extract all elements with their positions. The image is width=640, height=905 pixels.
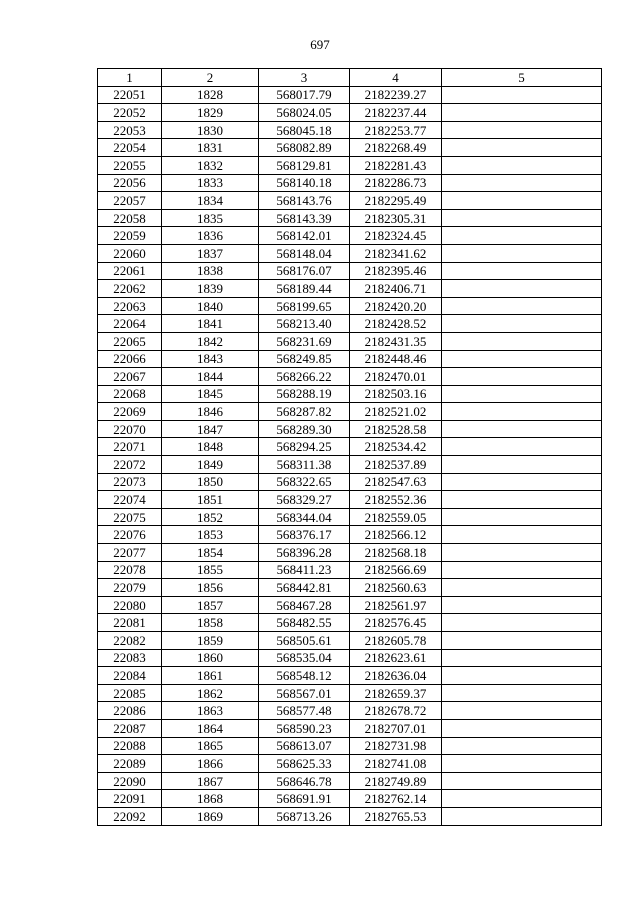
table-cell: 1828 [162, 86, 259, 104]
table-row [98, 632, 602, 650]
table-cell: 22083 [98, 649, 162, 667]
table-cell: 2182295.49 [350, 192, 442, 210]
table-cell: 568505.61 [259, 632, 350, 650]
table-cell: 1831 [162, 139, 259, 157]
table-cell: 22073 [98, 473, 162, 491]
table-cell: 2182731.98 [350, 737, 442, 755]
table-cell [442, 544, 602, 562]
table-cell: 568322.65 [259, 473, 350, 491]
table-cell: 2182428.52 [350, 315, 442, 333]
table-cell: 1869 [162, 807, 259, 825]
table-cell: 1860 [162, 649, 259, 667]
table-cell: 568590.23 [259, 719, 350, 737]
table-cell [442, 614, 602, 632]
table-cell: 568344.04 [259, 508, 350, 526]
table-row [98, 385, 602, 403]
table-cell: 2182741.08 [350, 755, 442, 773]
table-cell: 568376.17 [259, 526, 350, 544]
table-row [98, 227, 602, 245]
table-cell: 1851 [162, 491, 259, 509]
table-row [98, 297, 602, 315]
table-cell [442, 385, 602, 403]
table-cell: 2182568.18 [350, 544, 442, 562]
table-row [98, 596, 602, 614]
table-cell [442, 227, 602, 245]
table-cell: 22056 [98, 174, 162, 192]
table-cell: 1835 [162, 209, 259, 227]
table-cell: 22077 [98, 544, 162, 562]
table-row [98, 174, 602, 192]
table-cell [442, 280, 602, 298]
table-row [98, 614, 602, 632]
table-row [98, 368, 602, 386]
table-cell: 568148.04 [259, 244, 350, 262]
table-cell: 22092 [98, 807, 162, 825]
table-cell: 2182253.77 [350, 121, 442, 139]
table-cell: 2182268.49 [350, 139, 442, 157]
table-row [98, 790, 602, 808]
table-cell [442, 262, 602, 280]
table-cell: 568613.07 [259, 737, 350, 755]
table-row [98, 667, 602, 685]
table-cell: 2182528.58 [350, 420, 442, 438]
table-cell: 22086 [98, 702, 162, 720]
table-row [98, 350, 602, 368]
table-cell: 1842 [162, 332, 259, 350]
table-cell [442, 632, 602, 650]
table-cell [442, 684, 602, 702]
table-cell: 1856 [162, 579, 259, 597]
table-cell [442, 807, 602, 825]
table-cell: 1844 [162, 368, 259, 386]
table-row [98, 544, 602, 562]
table-cell [442, 755, 602, 773]
table-cell: 568249.85 [259, 350, 350, 368]
table-cell: 568289.30 [259, 420, 350, 438]
table-cell: 1848 [162, 438, 259, 456]
table-cell: 1841 [162, 315, 259, 333]
table-cell: 2182576.45 [350, 614, 442, 632]
table-row [98, 420, 602, 438]
table-cell: 22090 [98, 772, 162, 790]
table-cell: 1858 [162, 614, 259, 632]
table-cell: 568577.48 [259, 702, 350, 720]
table-cell [442, 86, 602, 104]
table-cell [442, 596, 602, 614]
table-cell: 22082 [98, 632, 162, 650]
table-cell: 1855 [162, 561, 259, 579]
table-row [98, 702, 602, 720]
table-cell: 568266.22 [259, 368, 350, 386]
table-row [98, 508, 602, 526]
table-cell: 22074 [98, 491, 162, 509]
table-cell: 568646.78 [259, 772, 350, 790]
table-cell: 1865 [162, 737, 259, 755]
table-cell: 22054 [98, 139, 162, 157]
table-cell [442, 403, 602, 421]
column-header: 3 [259, 69, 350, 87]
table-cell: 568567.01 [259, 684, 350, 702]
table-cell: 2182420.20 [350, 297, 442, 315]
table-cell: 1853 [162, 526, 259, 544]
table-row [98, 209, 602, 227]
table-row [98, 192, 602, 210]
table-cell: 2182566.69 [350, 561, 442, 579]
table-cell: 2182431.35 [350, 332, 442, 350]
table-cell: 22076 [98, 526, 162, 544]
table-row [98, 737, 602, 755]
table-row [98, 649, 602, 667]
table-cell [442, 473, 602, 491]
table-cell [442, 579, 602, 597]
table-cell: 2182636.04 [350, 667, 442, 685]
table-cell: 2182503.16 [350, 385, 442, 403]
table-cell: 22053 [98, 121, 162, 139]
table-cell: 1837 [162, 244, 259, 262]
table-cell [442, 192, 602, 210]
table-row [98, 139, 602, 157]
table-cell: 22062 [98, 280, 162, 298]
table-cell: 568311.38 [259, 456, 350, 474]
table-row [98, 456, 602, 474]
table-cell: 568442.81 [259, 579, 350, 597]
table-cell: 2182605.78 [350, 632, 442, 650]
table-cell: 1864 [162, 719, 259, 737]
table-cell: 1843 [162, 350, 259, 368]
table-cell: 22061 [98, 262, 162, 280]
table-cell [442, 561, 602, 579]
table-cell: 568411.23 [259, 561, 350, 579]
table-cell: 22085 [98, 684, 162, 702]
table-row [98, 403, 602, 421]
table-cell: 1833 [162, 174, 259, 192]
table-cell: 22064 [98, 315, 162, 333]
table-cell: 1849 [162, 456, 259, 474]
table-cell: 1861 [162, 667, 259, 685]
table-cell [442, 719, 602, 737]
table-cell: 568176.07 [259, 262, 350, 280]
table-cell: 568189.44 [259, 280, 350, 298]
table-cell: 568045.18 [259, 121, 350, 139]
table-cell: 1836 [162, 227, 259, 245]
table-cell: 568482.55 [259, 614, 350, 632]
table-cell: 568625.33 [259, 755, 350, 773]
table-cell: 22055 [98, 156, 162, 174]
table-cell: 568142.01 [259, 227, 350, 245]
table-cell: 2182537.89 [350, 456, 442, 474]
table-cell: 2182765.53 [350, 807, 442, 825]
table-cell: 2182305.31 [350, 209, 442, 227]
table-cell: 22051 [98, 86, 162, 104]
table-cell: 22066 [98, 350, 162, 368]
table-cell [442, 790, 602, 808]
table-cell: 22070 [98, 420, 162, 438]
table-cell [442, 420, 602, 438]
table-cell: 568294.25 [259, 438, 350, 456]
table-row [98, 491, 602, 509]
table-cell [442, 139, 602, 157]
table-row [98, 121, 602, 139]
table-cell [442, 332, 602, 350]
table-cell: 22087 [98, 719, 162, 737]
table-cell: 1847 [162, 420, 259, 438]
column-header: 1 [98, 69, 162, 87]
table-cell: 568396.28 [259, 544, 350, 562]
table-cell: 2182678.72 [350, 702, 442, 720]
table-row [98, 526, 602, 544]
table-cell [442, 737, 602, 755]
table-cell: 568231.69 [259, 332, 350, 350]
table-cell: 22069 [98, 403, 162, 421]
table-cell: 568288.19 [259, 385, 350, 403]
table-cell: 1857 [162, 596, 259, 614]
table-cell [442, 772, 602, 790]
table-cell: 1830 [162, 121, 259, 139]
table-cell [442, 297, 602, 315]
coordinates-table [97, 68, 602, 826]
table-cell: 1829 [162, 104, 259, 122]
table-cell: 22079 [98, 579, 162, 597]
column-header: 5 [442, 69, 602, 87]
table-cell: 1832 [162, 156, 259, 174]
table-cell: 22065 [98, 332, 162, 350]
table-row [98, 262, 602, 280]
table-cell: 22052 [98, 104, 162, 122]
column-header: 4 [350, 69, 442, 87]
table-cell: 1866 [162, 755, 259, 773]
table-cell: 22060 [98, 244, 162, 262]
table-cell: 568535.04 [259, 649, 350, 667]
table-cell: 568082.89 [259, 139, 350, 157]
table-cell: 2182749.89 [350, 772, 442, 790]
table-row [98, 561, 602, 579]
table-cell: 568691.91 [259, 790, 350, 808]
table-cell: 22084 [98, 667, 162, 685]
table-row [98, 156, 602, 174]
table-body [98, 86, 602, 825]
table-cell: 2182286.73 [350, 174, 442, 192]
table-cell: 1850 [162, 473, 259, 491]
table-cell: 2182552.36 [350, 491, 442, 509]
table-cell: 2182406.71 [350, 280, 442, 298]
table-cell: 568548.12 [259, 667, 350, 685]
table-cell: 568287.82 [259, 403, 350, 421]
table-cell: 22089 [98, 755, 162, 773]
table-cell: 568213.40 [259, 315, 350, 333]
table-row [98, 332, 602, 350]
table-cell: 568713.26 [259, 807, 350, 825]
table-cell: 2182324.45 [350, 227, 442, 245]
table-cell: 568024.05 [259, 104, 350, 122]
table-cell: 2182560.63 [350, 579, 442, 597]
table-cell: 568329.27 [259, 491, 350, 509]
table-cell [442, 368, 602, 386]
table-cell [442, 508, 602, 526]
table-cell [442, 649, 602, 667]
table-cell: 2182547.63 [350, 473, 442, 491]
table-cell: 2182281.43 [350, 156, 442, 174]
table-row [98, 280, 602, 298]
table-row [98, 315, 602, 333]
table-cell: 1834 [162, 192, 259, 210]
table-cell: 1845 [162, 385, 259, 403]
table-cell: 1859 [162, 632, 259, 650]
table-cell: 2182762.14 [350, 790, 442, 808]
table-row [98, 438, 602, 456]
table-cell: 22057 [98, 192, 162, 210]
table-cell [442, 491, 602, 509]
table-cell: 568129.81 [259, 156, 350, 174]
table-cell: 1846 [162, 403, 259, 421]
table-cell: 22080 [98, 596, 162, 614]
table-cell: 1862 [162, 684, 259, 702]
table-cell: 2182561.97 [350, 596, 442, 614]
table-cell: 22058 [98, 209, 162, 227]
table-cell: 22075 [98, 508, 162, 526]
table-cell: 1868 [162, 790, 259, 808]
table-cell: 2182470.01 [350, 368, 442, 386]
table-cell [442, 350, 602, 368]
table-cell: 22059 [98, 227, 162, 245]
table-row [98, 772, 602, 790]
table-cell: 1840 [162, 297, 259, 315]
table-cell: 1854 [162, 544, 259, 562]
table-cell: 1852 [162, 508, 259, 526]
table-cell: 22072 [98, 456, 162, 474]
table-cell: 2182559.05 [350, 508, 442, 526]
table-header [98, 69, 602, 87]
table-cell: 568143.76 [259, 192, 350, 210]
table-cell: 568467.28 [259, 596, 350, 614]
table-cell: 2182707.01 [350, 719, 442, 737]
table-cell: 22063 [98, 297, 162, 315]
table-row [98, 473, 602, 491]
table-row [98, 755, 602, 773]
table-cell: 2182566.12 [350, 526, 442, 544]
table-cell: 1839 [162, 280, 259, 298]
table-cell: 2182239.27 [350, 86, 442, 104]
header-row [98, 69, 602, 87]
table-cell [442, 702, 602, 720]
table-cell: 2182395.46 [350, 262, 442, 280]
table-row [98, 86, 602, 104]
table-cell [442, 456, 602, 474]
table-cell [442, 209, 602, 227]
table-cell: 1838 [162, 262, 259, 280]
table-cell: 22067 [98, 368, 162, 386]
table-cell [442, 121, 602, 139]
table-row [98, 244, 602, 262]
table-row [98, 104, 602, 122]
table-cell: 22071 [98, 438, 162, 456]
table-cell: 2182534.42 [350, 438, 442, 456]
table-cell: 2182521.02 [350, 403, 442, 421]
table-row [98, 807, 602, 825]
table-cell [442, 526, 602, 544]
page-number: 697 [310, 37, 330, 52]
table-cell: 568143.39 [259, 209, 350, 227]
table-cell: 568199.65 [259, 297, 350, 315]
column-header: 2 [162, 69, 259, 87]
table-cell: 2182659.37 [350, 684, 442, 702]
table-cell [442, 104, 602, 122]
table-cell [442, 667, 602, 685]
table-cell [442, 315, 602, 333]
table-cell: 22088 [98, 737, 162, 755]
table-cell: 22078 [98, 561, 162, 579]
table-cell: 1867 [162, 772, 259, 790]
table-cell: 22081 [98, 614, 162, 632]
table-cell: 2182448.46 [350, 350, 442, 368]
table-cell: 22068 [98, 385, 162, 403]
table-cell [442, 156, 602, 174]
table-cell [442, 438, 602, 456]
table-row [98, 719, 602, 737]
table-cell: 2182341.62 [350, 244, 442, 262]
table-row [98, 684, 602, 702]
table-cell [442, 174, 602, 192]
table-cell [442, 244, 602, 262]
table-cell: 568140.18 [259, 174, 350, 192]
table-cell: 568017.79 [259, 86, 350, 104]
table-cell: 2182623.61 [350, 649, 442, 667]
table-cell: 1863 [162, 702, 259, 720]
table-row [98, 579, 602, 597]
table-cell: 22091 [98, 790, 162, 808]
table-cell: 2182237.44 [350, 104, 442, 122]
